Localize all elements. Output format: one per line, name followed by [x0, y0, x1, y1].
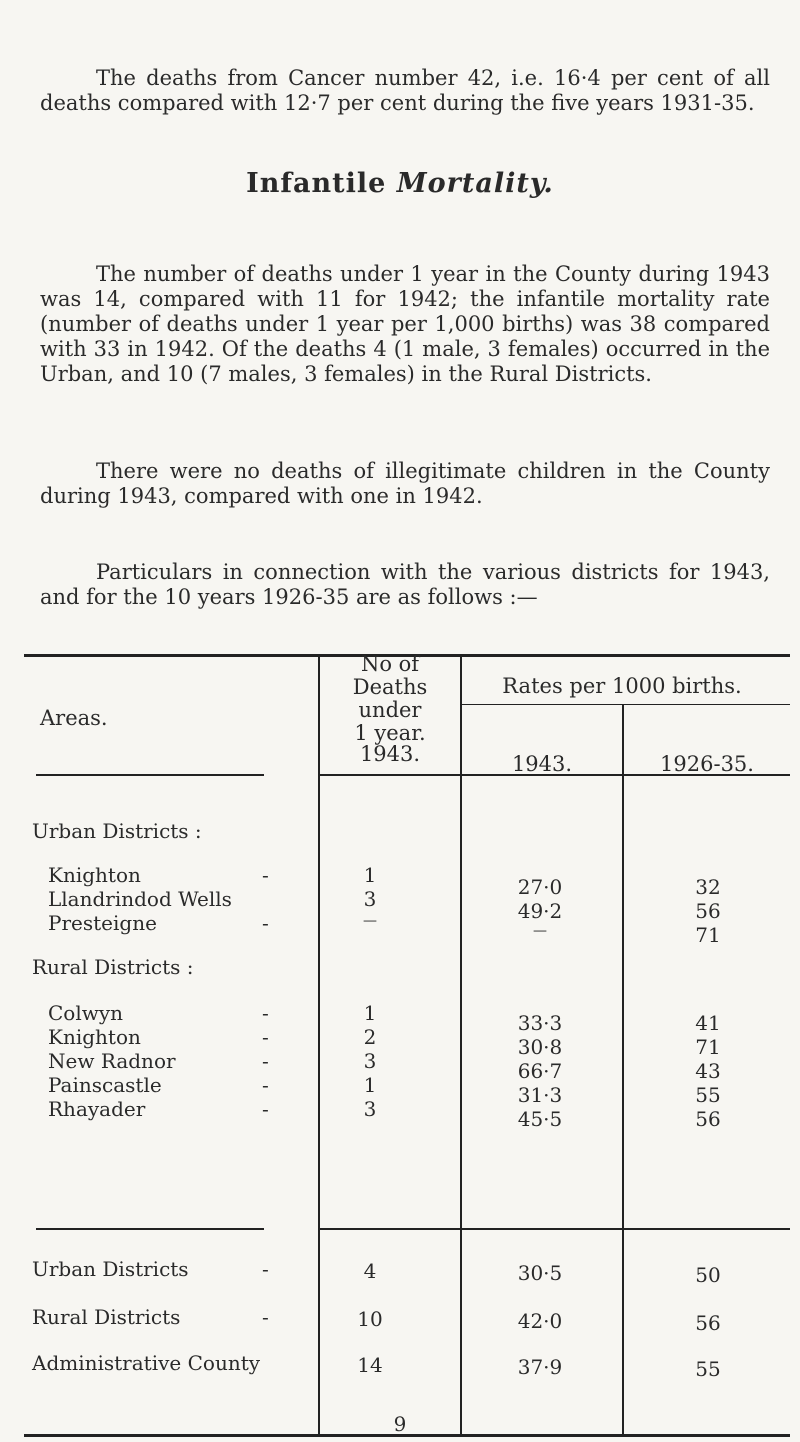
total-row-rate-1943: 37·9: [517, 1355, 563, 1379]
table-row-rate-1943: —: [533, 923, 547, 939]
table-row-deaths: 1: [363, 863, 377, 887]
header-bottom-rule-areas: [36, 774, 264, 776]
table-row-rate-1943: 66·7: [517, 1059, 563, 1083]
table-row-deaths: —: [363, 913, 377, 929]
total-row-rate-1943: 30·5: [517, 1261, 563, 1285]
table-row-rate-1926: 41: [695, 1011, 721, 1035]
header-deaths-line-2: Deaths: [352, 675, 428, 699]
total-row-rate-1926: 50: [695, 1263, 721, 1287]
leader-dash: -: [262, 1001, 269, 1025]
header-rate-1926-35: 1926-35.: [660, 752, 754, 776]
leader-dash: -: [262, 1097, 269, 1121]
table-row-rate-1926: 56: [695, 1107, 721, 1131]
table-row-area: Rhayader: [48, 1097, 146, 1121]
leader-dash: -: [262, 1049, 269, 1073]
header-deaths-line-3: under: [358, 698, 422, 722]
table-row-area: Painscastle: [48, 1073, 162, 1097]
table-row-deaths: 1: [363, 1073, 377, 1097]
table-row-rate-1926: 56: [695, 899, 721, 923]
intro-paragraph: The deaths from Cancer number 42, i.e. 16·4 per cent of all deaths compared with 12·7 per cent during the five years 1931-35.: [40, 66, 770, 115]
table-row-area: Llandrindod Wells: [48, 887, 232, 911]
table-row-deaths: 2: [363, 1025, 377, 1049]
leader-dash: -: [262, 1257, 269, 1281]
table-row-rate-1943: 27·0: [517, 875, 563, 899]
paragraph-illegitimate: There were no deaths of illegitimate children in the County during 1943, compared with one in 1942.: [40, 459, 770, 508]
table-row-area: Colwyn: [48, 1001, 124, 1025]
total-row-area: Urban Districts: [32, 1257, 189, 1281]
total-row-deaths: 10: [357, 1307, 383, 1331]
table-row-deaths: 3: [363, 1097, 377, 1121]
table-row-area: Knighton: [48, 863, 141, 887]
total-row-area: Administrative County: [32, 1351, 261, 1375]
table-row-rate-1926: 55: [695, 1083, 721, 1107]
section-heading: [0, 168, 800, 199]
total-row-rate-1926: 56: [695, 1311, 721, 1335]
subtotal-rule-areas: [36, 1228, 264, 1230]
table-row-area: Knighton: [48, 1025, 141, 1049]
header-deaths-line-5: 1943.: [359, 742, 421, 766]
leader-dash: -: [262, 1025, 269, 1049]
paragraph-particulars: Particulars in connection with the various districts for 1943, and for the 10 years 1926-35 are as follows :—: [40, 560, 770, 609]
page-number: 9: [393, 1412, 407, 1436]
table-row-rate-1926: 43: [695, 1059, 721, 1083]
total-row-rate-1926: 55: [695, 1357, 721, 1381]
column-divider-3: [622, 704, 624, 1436]
table-row-rate-1943: 45·5: [517, 1107, 563, 1131]
leader-dash: -: [262, 911, 269, 935]
header-areas: Areas.: [40, 706, 108, 730]
header-deaths-line-4: 1 year.: [354, 721, 426, 745]
header-deaths-line-1: No of: [360, 652, 420, 676]
table-row-rate-1943: 33·3: [517, 1011, 563, 1035]
header-rate-1943: 1943.: [511, 752, 573, 776]
table-row-deaths: 3: [363, 887, 377, 911]
table-row-rate-1926: 32: [695, 875, 721, 899]
table-row-rate-1943: 30·8: [517, 1035, 563, 1059]
header-rates: Rates per 1000 births.: [502, 674, 742, 698]
table-row-area: New Radnor: [48, 1049, 176, 1073]
leader-dash: -: [262, 1305, 269, 1329]
total-row-rate-1943: 42·0: [517, 1309, 563, 1333]
leader-dash: -: [262, 863, 269, 887]
urban-districts-label: Urban Districts :: [32, 819, 202, 843]
table-row-rate-1926: 71: [695, 1035, 721, 1059]
rates-sub-rule: [462, 704, 790, 705]
paragraph-infant-deaths: The number of deaths under 1 year in the County during 1943 was 14, compared with 11 for 1942; the infantile mortality rate (number of deaths under 1 year per 1,000 births) was 38 compared with 33 in 1942. Of the deaths 4 (1 male, 3 females) occurred in the Urban, and 10 (7 males, 3 females) in the Rural Districts.: [40, 262, 770, 386]
rural-districts-label: Rural Districts :: [32, 955, 194, 979]
column-divider-1: [318, 657, 320, 1436]
table-row-area: Presteigne: [48, 911, 157, 935]
leader-dash: -: [262, 1073, 269, 1097]
table-row-rate-1943: 31·3: [517, 1083, 563, 1107]
table-row-deaths: 1: [363, 1001, 377, 1025]
total-row-deaths: 4: [363, 1259, 377, 1283]
total-row-area: Rural Districts: [32, 1305, 181, 1329]
heading-part-1: Infantile: [246, 168, 387, 199]
table-row-rate-1943: 49·2: [517, 899, 563, 923]
table-row-rate-1926: 71: [695, 923, 721, 947]
heading-part-2: Mortality.: [396, 168, 554, 199]
total-row-deaths: 14: [357, 1353, 383, 1377]
table-row-deaths: 3: [363, 1049, 377, 1073]
subtotal-rule-data: [320, 1228, 790, 1230]
